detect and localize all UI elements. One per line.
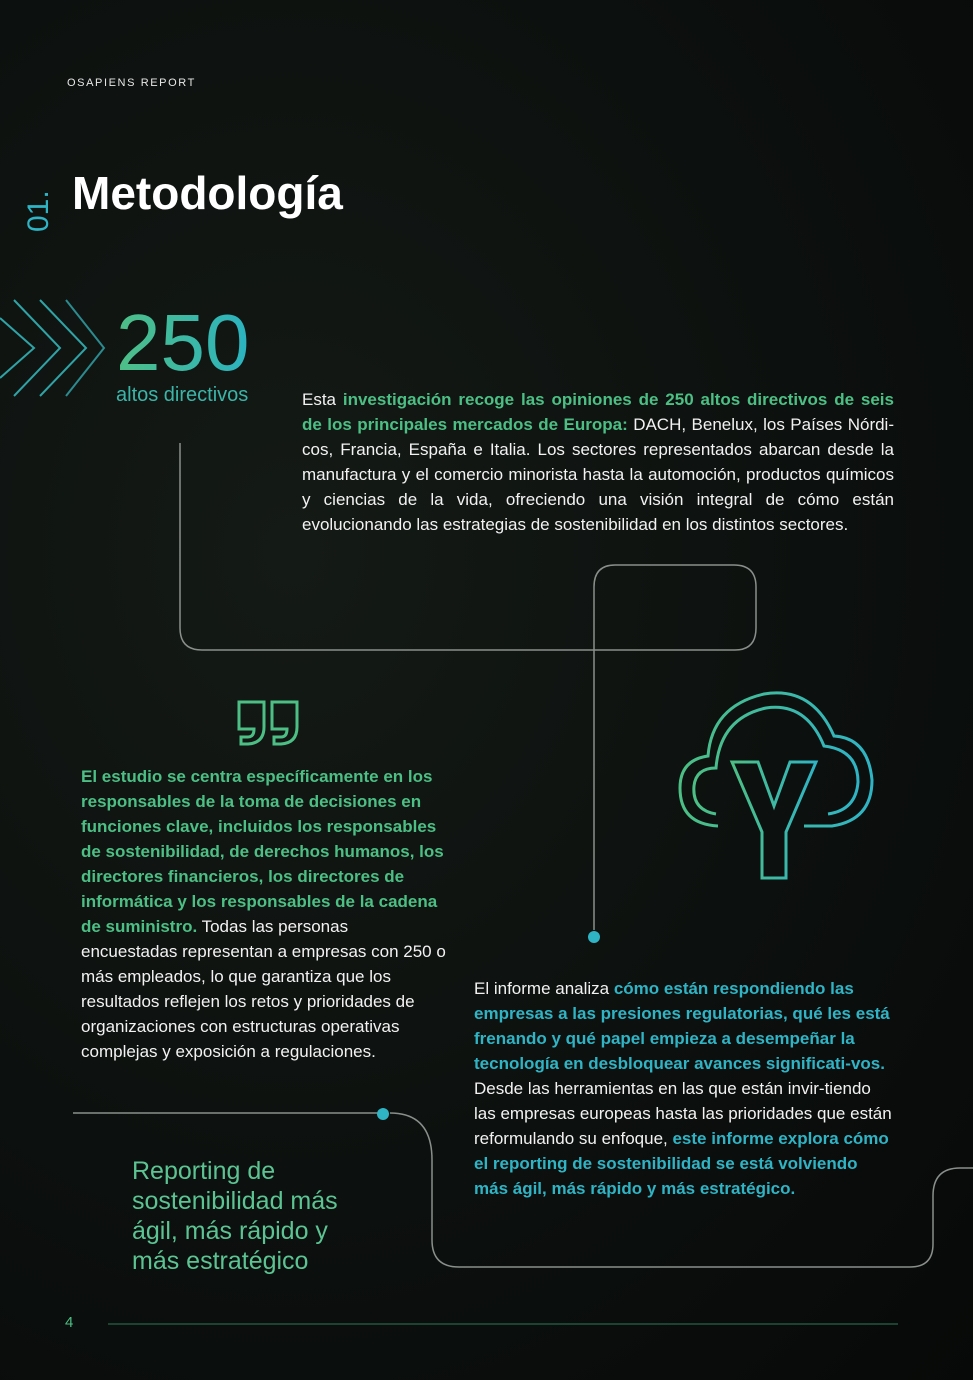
stat-label: altos directivos [116, 384, 249, 406]
callout-text: Reporting de sostenibilidad más ágil, más rápido y más estratégico [132, 1157, 338, 1275]
report-label: OSAPIENS REPORT [67, 77, 196, 89]
study-highlight: El estudio se centra específicamente en los responsables de la toma de decisiones en funciones clave, incluidos los responsables de sostenibilidad, de derechos humanos, los directores financieros, los directores de informática y los responsables de la cadena de suministro. [81, 767, 444, 936]
study-paragraph: El estudio se centra específicamente en los responsables de la toma de decisiones en funciones clave, incluidos los responsables de sostenibilidad, de derechos humanos, los directores financieros, los directores de informática y los responsables de la cadena de suministro. Todas las personas encuestadas representan a empresas con 250 o más empleados, lo que garantiza que los resultados reflejen los retos y prioridades de organizaciones con estructuras operativas complejas y exposición a regulaciones. [81, 767, 446, 1061]
intro-paragraph: Esta investigación recoge las opiniones de 250 altos directivos de seis de los principales mercados de Europa: DACH, Benelux, los Países Nórdi-cos, Francia, España e Italia. Los sectores representados abarcan desde la manufactura y el comercio minorista hasta la automoción, productos químicos y ciencias de la vida, ofreciendo una visión integral de cómo están evolucionando las estrategias de sostenibilidad en los distintos sectores. [302, 390, 894, 534]
page-number: 4 [65, 1314, 74, 1331]
section-number: 01. [22, 190, 55, 232]
report-highlight-1: cómo están respondiendo las empresas a las presiones regulatorias, qué les está frenando y qué papel empieza a desempeñar la tecnología en desbloquear avances significati-vos. [474, 979, 890, 1073]
quotation-marks-icon [236, 699, 302, 747]
stat-value: 250 [116, 298, 250, 387]
chevron-arrows-icon [0, 300, 104, 396]
tree-cloud-icon [672, 680, 877, 885]
report-paragraph: El informe analiza cómo están respondiendo las empresas a las presiones regulatorias, qué les está frenando y qué papel empieza a desempeñar la tecnología en desbloquear avances significati-vos. Desde las herramientas en las que están invir-tiendo las empresas europeas hasta las prioridades que están reformulando su enfoque, este informe explora cómo el reporting de sostenibilidad se está volviendo más ágil, más rápido y más estratégico. [474, 979, 892, 1198]
page-title: Metodología [72, 167, 343, 219]
intro-highlight: investigación recoge las opiniones de 250 altos directivos de seis de los principales mercados de Europa: [302, 390, 894, 434]
report-highlight-2: este informe explora cómo el reporting de sostenibilidad se está volviendo más ágil, más rápido y más estratégico. [474, 1129, 889, 1198]
